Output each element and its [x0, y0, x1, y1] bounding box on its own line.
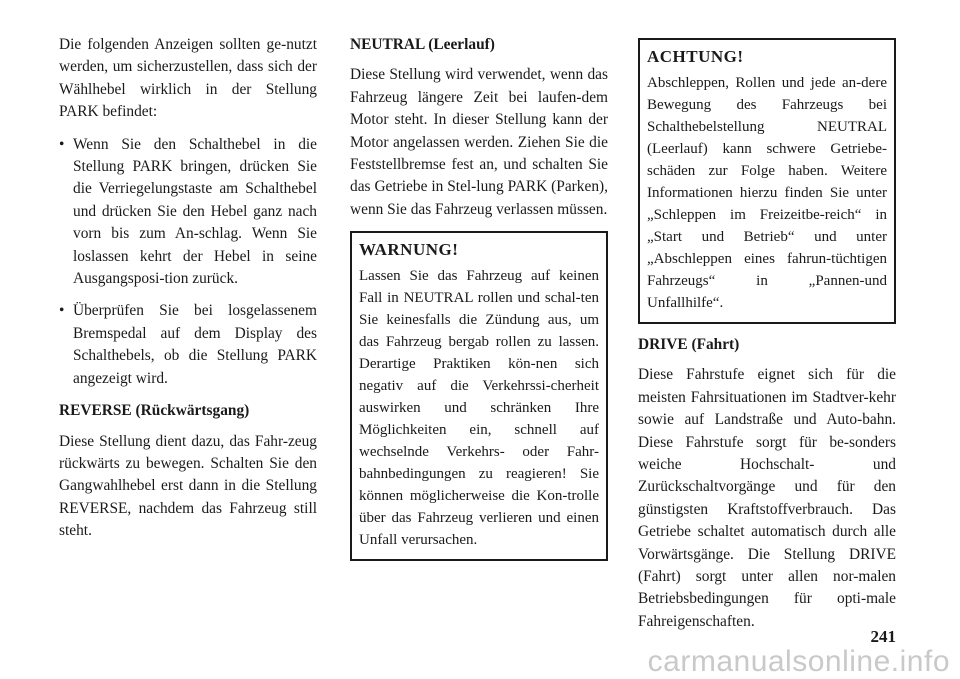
watermark: carmanualsonline.info — [647, 645, 950, 678]
column-3 — [638, 34, 896, 643]
list-item-text: Überprüfen Sie bei losgelassenem Bremspedal auf dem Display des Schalthebels, ob die Stellung PARK angezeigt wird. — [73, 302, 317, 387]
neutral-heading: NEUTRAL (Leerlauf) — [350, 36, 495, 53]
list-item — [59, 300, 317, 390]
park-check-list — [59, 134, 317, 390]
warning-box — [350, 231, 608, 561]
bullet-icon: • — [59, 302, 65, 320]
caution-text: Abschleppen, Rollen und jede an-dere Bewegung des Fahrzeugs bei Schalthebelstellung NEUTRAL (Leerlauf) kann schwere Getriebe-schäden zur Folge haben. Weitere Informationen hierzu finden Sie unter „Schleppen im Freizeitbe-reich“ in „Start und Betrieb“ und unter „Abschleppen eines fahrun-tüchtigen Fahrzeugs“ in „Pannen-und Unfallhilfe“. — [647, 75, 887, 311]
column-1 — [59, 34, 317, 553]
reverse-heading: REVERSE (Rückwärtsgang) — [59, 402, 250, 420]
list-item — [59, 134, 317, 291]
page-number: 241 — [870, 627, 896, 646]
list-item-text: Wenn Sie den Schalthebel in die Stellung PARK bringen, drücken Sie die Verriegelungstaste am Schalthebel und drücken Sie den Hebel ganz nach vorn bis zum An-schlag. Wenn Sie loslassen kehrt der Hebel in seine Ausgangsposi-tion zurück. — [73, 135, 317, 288]
bullet-icon: • — [59, 135, 65, 153]
drive-heading: DRIVE (Fahrt) — [638, 336, 740, 353]
drive-paragraph: Diese Fahrstufe eignet sich für die meisten Fahrsituationen im Stadtver-kehr sowie auf Landstraße und Auto-bahn. Diese Fahrstufe sorgt für be-sonders weiche Hochschalt- und Zurückschaltvorgänge und für den günstigsten Kraftstoffverbrauch. Das Getriebe schaltet automatisch durch alle Vorwärtsgänge. Die Stellung DRIVE (Fahrt) sorgt unter allen nor-malen Betriebsbedingungen für opti-male Fahreigenschaften. — [638, 366, 896, 630]
column-2 — [350, 34, 608, 571]
warning-title: WARNUNG! — [359, 240, 459, 260]
caution-box — [638, 38, 896, 324]
neutral-paragraph: Diese Stellung wird verwendet, wenn das Fahrzeug längere Zeit bei laufen-dem Motor steht. In dieser Stellung kann der Motor angelassen werden. Ziehen Sie die Feststellbremse fest an, und schalten Sie das Getriebe in Stel-lung PARK (Parken), wenn Sie das Fahrzeug verlassen müssen. — [350, 66, 608, 218]
reverse-paragraph: Diese Stellung dient dazu, das Fahr-zeug rückwärts zu bewegen. Schalten Sie den Gangwahlhebel erst dann in die Stellung REVERSE, nachdem das Fahrzeug still steht. — [59, 432, 317, 540]
caution-title: ACHTUNG! — [647, 47, 744, 66]
intro-paragraph: Die folgenden Anzeigen sollten ge-nutzt werden, um sicherzustellen, dass sich der Wählhebel wirklich in der Stellung PARK befindet: — [59, 36, 317, 121]
warning-text: Lassen Sie das Fahrzeug auf keinen Fall in NEUTRAL rollen und schal-ten Sie keinesfalls die Zündung aus, um das Fahrzeug bergab rollen zu lassen. Derartige Praktiken kön-nen sich negativ auf die Verkehrssi-cherheit auswirken und schränken Ihre Möglichkeiten ein, schnell auf wechselnde Verkehrs- oder Fahr-bahnbedingungen zu reagieren! Sie können möglicherweise die Kon-trolle über das Fahrzeug verlieren und einen Unfall verursachen. — [359, 268, 599, 549]
